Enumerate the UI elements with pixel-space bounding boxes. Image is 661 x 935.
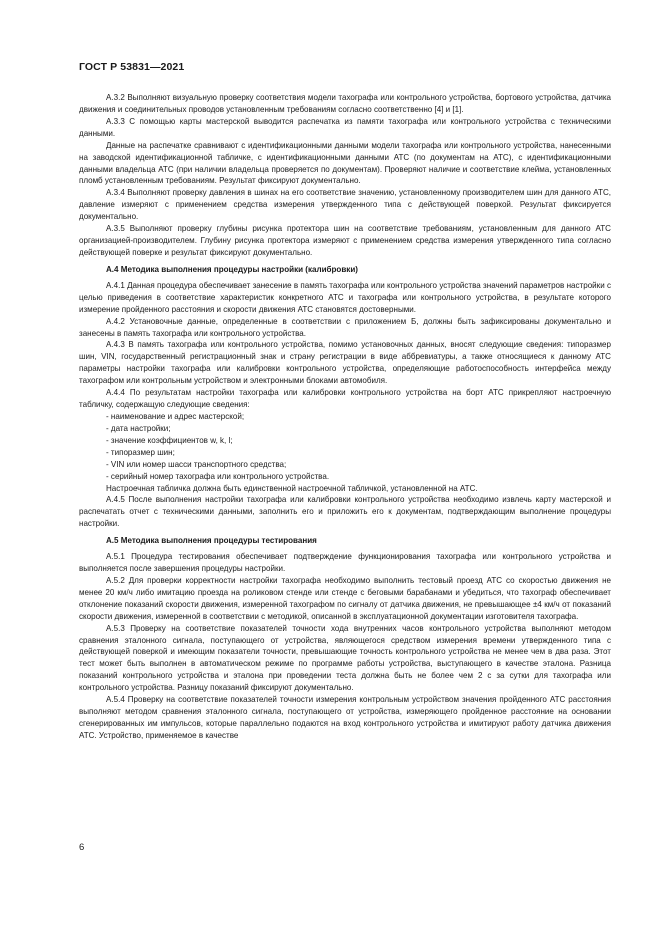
document-body (79, 92, 611, 742)
list-item: - дата настройки; (106, 423, 171, 433)
paragraph: А.4.2 Установочные данные, определенные в соответствии с приложением Б, должны быть зафиксированы документально и занесены в память тахографа или контрольного устройства. (79, 316, 611, 338)
paragraph: Данные на распечатке сравнивают с идентификационными данными модели тахографа или контрольного устройства, нанесенными на заводской идентификационной табличке, с идентификационными данными АТС (по документам на АТС), с идентификационными данными владельца АТС (при наличии владельца проверяется по документам). Проверяют наличие и соответствие клейма, установленных пломб установленным требованиям. Результат фиксируют документально. (79, 140, 611, 186)
paragraph: А.3.3 С помощью карты мастерской выводится распечатка из памяти тахографа или контрольного устройства с техническими данными. (79, 116, 611, 138)
paragraph: А.3.2 Выполняют визуальную проверку соответствия модели тахографа или контрольного устройства, бортового устройства, датчика движения и соединительных проводов установленным требованиям согласно соответственно [4] и [1]. (79, 93, 611, 114)
page-number: 6 (79, 842, 85, 853)
section-heading: А.4 Методика выполнения процедуры настройки (калибровки) (106, 264, 358, 274)
section-heading: А.5 Методика выполнения процедуры тестирования (106, 536, 317, 546)
paragraph: А.5.3 Проверку на соответствие показателей точности хода внутренних часов контрольного устройства выполняют методом сравнения эталонного сигнала, поступающего от устройства, являющегося средством измерения времени утвержденного типа с действующей поверкой и имеющим показатели точности, превышающие точность контрольного устройства не менее чем в два раза. Этот тест может быть выполнен в автоматическом режиме по программе работы устройства, выступающего в качестве эталона. Разница показаний контрольного устройства и эталона при проведении теста должна быть не более чем 2 с за сутки для тахографа или контрольного устройства. Разницу показаний фиксируют документально. (79, 623, 611, 693)
paragraph: А.5.1 Процедура тестирования обеспечивает подтверждение функционирования тахографа или контрольного устройства и выполняется после завершения процедуры настройки. (79, 552, 611, 574)
list-item: - типоразмер шин; (106, 447, 175, 457)
list-item: - значение коэффициентов w, k, l; (106, 435, 233, 445)
paragraph: А.5.2 Для проверки корректности настройки тахографа необходимо выполнить тестовый проезд АТС со скоростью движения не менее 20 км/ч либо имитацию проезда на роликовом стенде или стенде с беговыми барабанами и убедиться, что тахограф обеспечивает отклонение показаний скорости движения, измеренной тахографом по сигналу от датчика движения, не превышающее ±4 км/ч от показаний скорости движения, измеренной в соответствии с методикой, описанной в эксплуатационной документации изготовителя тахографа. (79, 575, 611, 621)
document-header: ГОСТ Р 53831—2021 (79, 61, 185, 73)
paragraph: А.4.4 По результатам настройки тахографа или калибровки контрольного устройства на борт АТС прикрепляют настроечную табличку, содержащую следующие сведения: (79, 388, 611, 410)
list-item: - наименование и адрес мастерской; (106, 411, 245, 421)
paragraph: А.5.4 Проверку на соответствие показателей точности измерения контрольным устройством значения пройденного АТС расстояния выполняют методом сравнения эталонного сигнала, поступающего от устройства, измеряющего пройденное расстояние на основании сгенерированных им импульсов, которые параллельно подаются на вход контрольного устройства и имитируют работу датчика движения АТС. Устройство, применяемое в качестве (79, 695, 611, 740)
paragraph: А.4.3 В память тахографа или контрольного устройства, помимо установочных данных, вносят следующие сведения: типоразмер шин, VIN, государственный регистрационный знак и страну регистрации в виде аббревиатуры, а также относящиеся к данному АТС параметры настройки тахографа или калибровки контрольного устройства, определяющие работоспособность интерфейса между тахографом или контрольным устройством и электронными блоками автомобиля. (79, 340, 611, 386)
list-item: - серийный номер тахографа или контрольного устройства. (106, 471, 330, 481)
paragraph: Настроечная табличка должна быть единственной настроечной табличкой, установленной на АТС. (106, 483, 478, 493)
paragraph: А.3.5 Выполняют проверку глубины рисунка протектора шин на соответствие требованиям, установленным для данного АТС организацией-производителем. Глубину рисунка протектора измеряют с применением средства измерения утвержденного типа согласно действующей поверке и результат фиксируют документально. (79, 224, 611, 257)
paragraph: А.4.1 Данная процедура обеспечивает занесение в память тахографа или контрольного устройства значений параметров настройки с целью приведения в соответствие характеристик конкретного АТС и тахографа или контрольного устройства, в результате которого измерение пройденного расстояния и скорости движения АТС становятся достоверными. (79, 280, 611, 314)
paragraph: А.4.5 После выполнения настройки тахографа или калибровки контрольного устройства необходимо извлечь карту мастерской и распечатать отчет с техническими данными, заполнить его и приложить его к документам, подтверждающим выполнение процедуры настройки. (79, 495, 611, 529)
list-item: - VIN или номер шасси транспортного средства; (106, 459, 287, 469)
paragraph: А.3.4 Выполняют проверку давления в шинах на его соответствие значению, установленному производителем шин для данного АТС, давление измеряют с применением средства измерения утвержденного типа с действующей поверкой. Результат фиксируется документально. (79, 188, 611, 222)
